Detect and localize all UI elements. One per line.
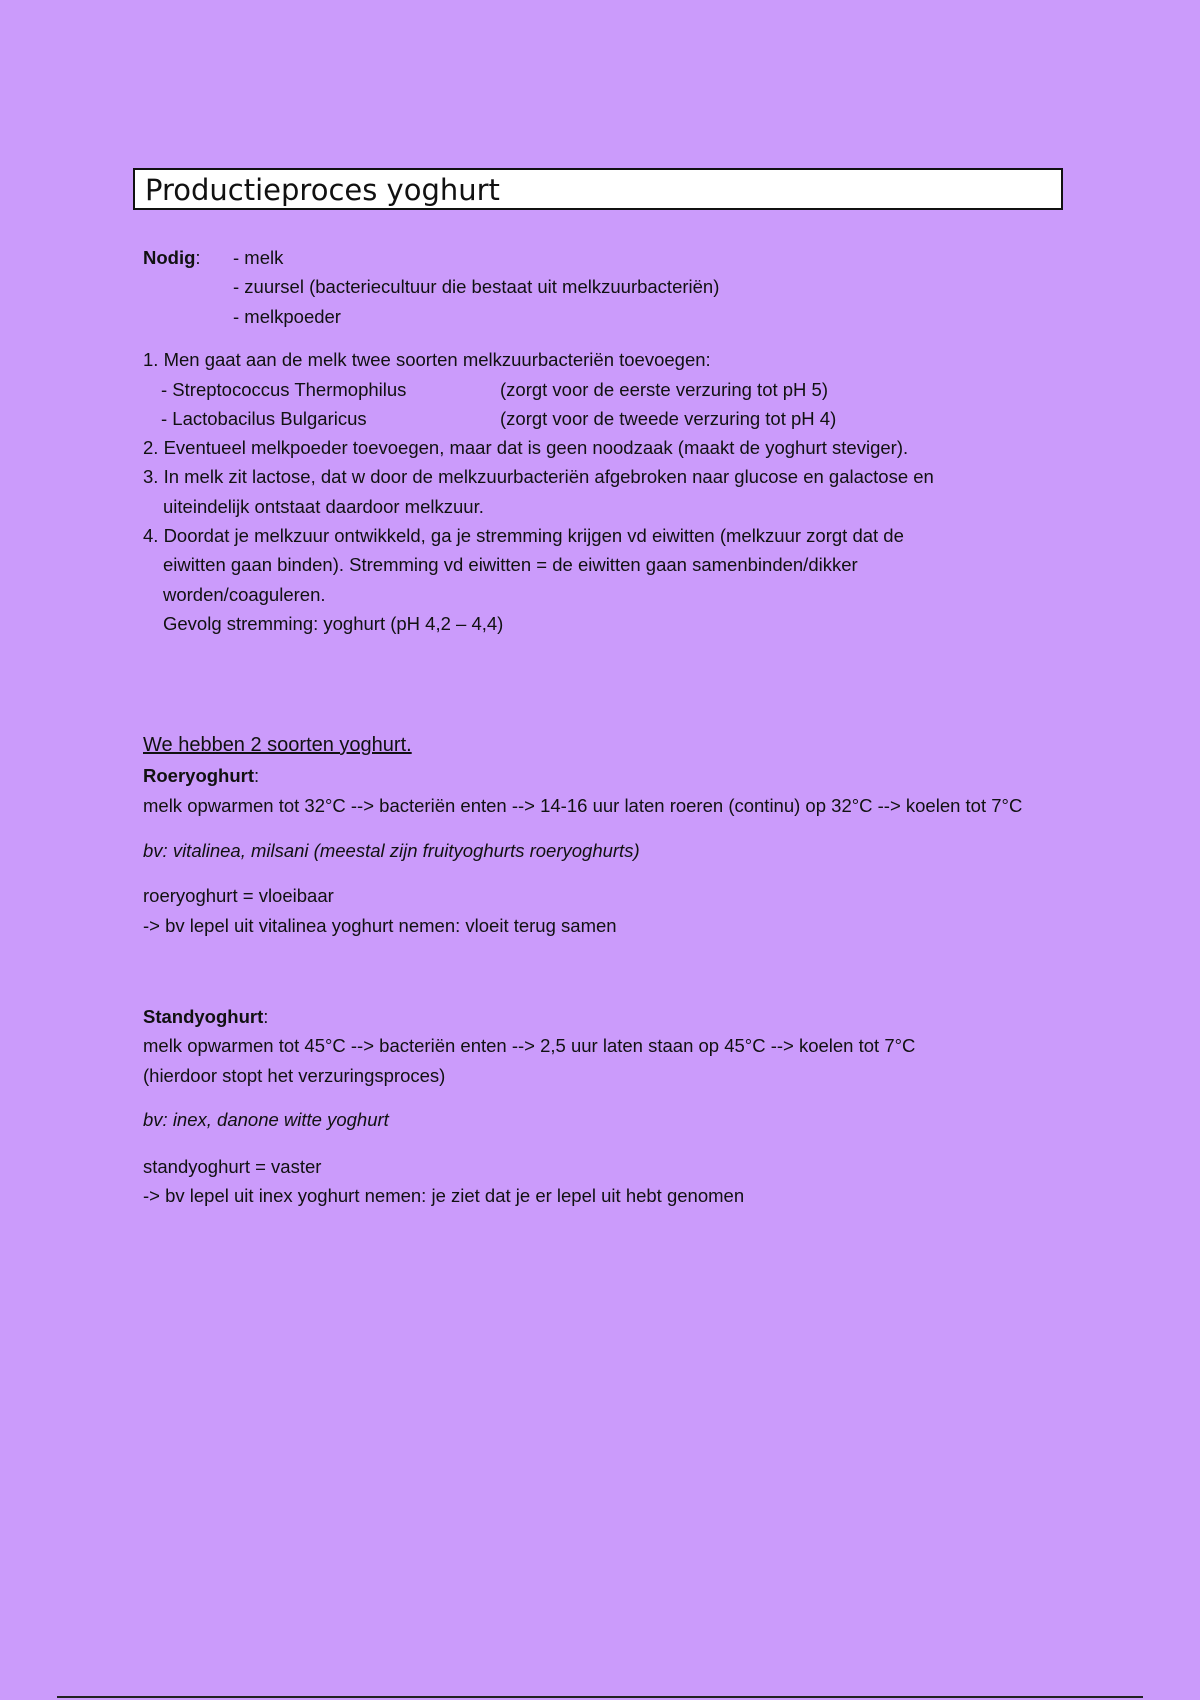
roeryoghurt-process: melk opwarmen tot 32°C --> bacteriën enten --> 14-16 uur laten roeren (continu) op 32°C --> koelen tot 7°C bbox=[143, 795, 1023, 816]
soorten-heading: We hebben 2 soorten yoghurt. bbox=[143, 734, 412, 756]
roeryoghurt-note: -> bv lepel uit vitalinea yoghurt nemen: vloeit terug samen bbox=[143, 915, 617, 936]
nodig-item: - melk bbox=[233, 247, 284, 268]
step-4-result: Gevolg stremming: yoghurt (pH 4,2 – 4,4) bbox=[163, 613, 504, 634]
step-4-continued: worden/coaguleren. bbox=[163, 584, 326, 605]
step-2: 2. Eventueel melkpoeder toevoegen, maar dat is geen noodzaak (maakt de yoghurt steviger). bbox=[143, 437, 909, 458]
standyoghurt-definition: standyoghurt = vaster bbox=[143, 1156, 322, 1177]
roeryoghurt-example: bv: vitalinea, milsani (meestal zijn fruityoghurts roeryoghurts) bbox=[143, 840, 640, 861]
nodig-label: Nodig bbox=[143, 247, 196, 268]
standyoghurt-colon: : bbox=[263, 1006, 269, 1027]
bacteria-note: (zorgt voor de eerste verzuring tot pH 5) bbox=[500, 379, 829, 400]
step-1: 1. Men gaat aan de melk twee soorten melkzuurbacteriën toevoegen: bbox=[143, 349, 711, 370]
page-title: Productieproces yoghurt bbox=[145, 173, 500, 207]
step-4: 4. Doordat je melkzuur ontwikkeld, ga je stremming krijgen vd eiwitten (melkzuur zorgt dat de bbox=[143, 525, 904, 546]
standyoghurt-process-note: (hierdoor stopt het verzuringsproces) bbox=[143, 1065, 446, 1086]
nodig-item: - zuursel (bacteriecultuur die bestaat uit melkzuurbacteriën) bbox=[233, 276, 720, 297]
footer-rule bbox=[57, 1696, 1143, 1698]
step-4-continued: eiwitten gaan binden). Stremming vd eiwitten = de eiwitten gaan samenbinden/dikker bbox=[163, 554, 858, 575]
roeryoghurt-definition: roeryoghurt = vloeibaar bbox=[143, 885, 334, 906]
standyoghurt-heading-line bbox=[143, 1005, 268, 1029]
standyoghurt-process: melk opwarmen tot 45°C --> bacteriën enten --> 2,5 uur laten staan op 45°C --> koelen tot 7°C bbox=[143, 1035, 916, 1056]
roeryoghurt-colon: : bbox=[254, 765, 260, 786]
standyoghurt-note: -> bv lepel uit inex yoghurt nemen: je ziet dat je er lepel uit hebt genomen bbox=[143, 1185, 745, 1206]
step-3: 3. In melk zit lactose, dat w door de melkzuurbacteriën afgebroken naar glucose en galactose en bbox=[143, 466, 934, 487]
standyoghurt-example: bv: inex, danone witte yoghurt bbox=[143, 1109, 389, 1130]
bacteria-name: - Lactobacilus Bulgaricus bbox=[161, 408, 367, 429]
nodig-colon: : bbox=[195, 247, 201, 268]
standyoghurt-heading: Standyoghurt bbox=[143, 1006, 264, 1027]
bacteria-note: (zorgt voor de tweede verzuring tot pH 4) bbox=[500, 408, 837, 429]
title-box bbox=[133, 168, 1063, 210]
bacteria-name: - Streptococcus Thermophilus bbox=[161, 379, 407, 400]
roeryoghurt-heading-line bbox=[143, 764, 259, 788]
nodig-label-line bbox=[143, 246, 201, 270]
nodig-item: - melkpoeder bbox=[233, 306, 341, 327]
step-3-continued: uiteindelijk ontstaat daardoor melkzuur. bbox=[163, 496, 484, 517]
roeryoghurt-heading: Roeryoghurt bbox=[143, 765, 254, 786]
